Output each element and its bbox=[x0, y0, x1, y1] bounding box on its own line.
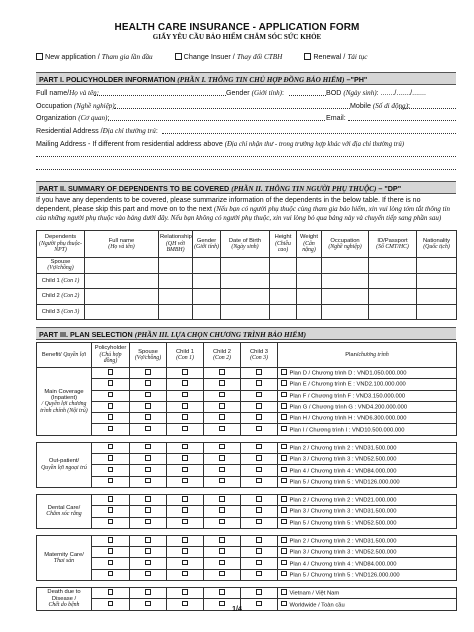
dependent-cell-input[interactable] bbox=[270, 304, 297, 320]
plan-option-checkbox[interactable] bbox=[281, 426, 287, 432]
plan-checkbox[interactable] bbox=[108, 392, 114, 398]
dependent-row bbox=[37, 273, 457, 289]
dependent-cell-input[interactable] bbox=[297, 289, 322, 305]
plan-checkbox[interactable] bbox=[108, 537, 114, 543]
plan-checkbox[interactable] bbox=[182, 496, 188, 502]
plan-checkbox[interactable] bbox=[219, 589, 225, 595]
occupation-row: Occupation (Nghề nghiệp): Mobile (Số di động): bbox=[36, 101, 456, 112]
plan-checkbox[interactable] bbox=[256, 467, 262, 473]
dependents-col-header: Date of Birth (Ngày sinh) bbox=[221, 231, 270, 258]
dependents-col-header: Nationality (Quốc tịch) bbox=[417, 231, 457, 258]
dependent-cell-input[interactable] bbox=[85, 273, 159, 289]
dependents-col-header: Dependents (Người phụ thuộc-NPT) bbox=[37, 231, 85, 258]
plan-checkbox[interactable] bbox=[108, 589, 114, 595]
plan-checkbox[interactable] bbox=[108, 496, 114, 502]
plan-option-checkbox[interactable] bbox=[281, 414, 287, 420]
dependent-cell-input[interactable] bbox=[369, 273, 417, 289]
plan-option: Plan 5 / Chương trình 5 : VND52.500.000 bbox=[278, 517, 457, 528]
plan-checkbox[interactable] bbox=[145, 467, 151, 473]
full-name-field[interactable] bbox=[94, 88, 226, 96]
mobile-field[interactable] bbox=[399, 101, 456, 109]
dependent-cell-input[interactable] bbox=[322, 304, 369, 320]
plan-row bbox=[37, 390, 457, 401]
plan-option-checkbox[interactable] bbox=[281, 478, 287, 484]
dependent-cell-input[interactable] bbox=[270, 258, 297, 274]
dependent-cell-input[interactable] bbox=[297, 273, 322, 289]
plan-option-checkbox[interactable] bbox=[281, 589, 287, 595]
plan-option: Plan 4 / Chương trình 4 : VND84.000.000 bbox=[278, 465, 457, 476]
plan-checkbox[interactable] bbox=[108, 519, 114, 525]
dependent-cell-input[interactable] bbox=[221, 258, 270, 274]
plan-checkbox[interactable] bbox=[108, 414, 114, 420]
dependents-col-header: Relationship (QH với BMBH) bbox=[159, 231, 193, 258]
plan-selection-table bbox=[36, 342, 457, 611]
plan-checkbox[interactable] bbox=[182, 369, 188, 375]
plan-option: Plan H / Chương trình H : VND6.300.000.000 bbox=[278, 413, 457, 424]
dependent-cell-input[interactable] bbox=[85, 304, 159, 320]
plan-option-checkbox[interactable] bbox=[281, 560, 287, 566]
benefit-group-label: Maternity Care/ Thai sản bbox=[37, 535, 92, 580]
plan-checkbox[interactable] bbox=[182, 478, 188, 484]
plan-option-checkbox[interactable] bbox=[281, 369, 287, 375]
plan-option-checkbox[interactable] bbox=[281, 507, 287, 513]
plan-checkbox[interactable] bbox=[182, 414, 188, 420]
plan-option: Plan F / Chương trình F : VND3.150.000.000 bbox=[278, 390, 457, 401]
plan-checkbox[interactable] bbox=[256, 444, 262, 450]
plan-col-header: Child 3 (Con 3) bbox=[241, 343, 278, 368]
dependent-cell-input[interactable] bbox=[159, 258, 193, 274]
plan-checkbox[interactable] bbox=[256, 455, 262, 461]
dependent-cell-input[interactable] bbox=[270, 273, 297, 289]
plan-checkbox[interactable] bbox=[256, 548, 262, 554]
dependent-cell-input[interactable] bbox=[159, 273, 193, 289]
plan-option: Plan 5 / Chương trình 5 : VND126.000.000 bbox=[278, 569, 457, 580]
plan-col-header: Spouse (Vợ/chồng) bbox=[130, 343, 167, 368]
dependent-row bbox=[37, 258, 457, 274]
plan-row bbox=[37, 401, 457, 412]
plan-row bbox=[37, 465, 457, 476]
plan-checkbox[interactable] bbox=[145, 444, 151, 450]
dependent-cell-input[interactable] bbox=[270, 289, 297, 305]
plan-option: Worldwide / Toàn cầu bbox=[278, 599, 457, 610]
plan-option-checkbox[interactable] bbox=[281, 380, 287, 386]
plan-col-header: Policyholder (Chủ hợp đồng) bbox=[92, 343, 130, 368]
dependent-cell-input[interactable] bbox=[369, 289, 417, 305]
plan-option-checkbox[interactable] bbox=[281, 548, 287, 554]
plan-row bbox=[37, 588, 457, 599]
dependent-cell-input[interactable] bbox=[417, 273, 457, 289]
dependent-cell-input[interactable] bbox=[193, 304, 221, 320]
dependents-col-header: Height (Chiều cao) bbox=[270, 231, 297, 258]
plan-checkbox[interactable] bbox=[145, 537, 151, 543]
plan-checkbox[interactable] bbox=[108, 571, 114, 577]
plan-option: Plan 2 / Chương trình 2 : VND21.000.000 bbox=[278, 494, 457, 505]
dependent-cell-input[interactable] bbox=[322, 258, 369, 274]
plan-checkbox[interactable] bbox=[219, 571, 225, 577]
plan-option-checkbox[interactable] bbox=[281, 571, 287, 577]
plan-row bbox=[37, 517, 457, 528]
dependent-cell-input[interactable] bbox=[159, 289, 193, 305]
plan-checkbox[interactable] bbox=[145, 392, 151, 398]
new-application-option[interactable]: New application / Tham gia lần đầu bbox=[36, 52, 153, 61]
plan-row bbox=[37, 569, 457, 580]
dependents-col-header: Full name (Họ và tên) bbox=[85, 231, 159, 258]
plan-checkbox[interactable] bbox=[182, 571, 188, 577]
mailing-address-field-2[interactable] bbox=[36, 162, 456, 170]
plan-checkbox[interactable] bbox=[219, 455, 225, 461]
plan-row bbox=[37, 368, 457, 379]
mailing-address-field-1[interactable] bbox=[36, 149, 456, 157]
plan-checkbox[interactable] bbox=[219, 507, 225, 513]
dependent-cell-input[interactable] bbox=[369, 258, 417, 274]
plan-checkbox[interactable] bbox=[182, 519, 188, 525]
plan-option: Plan 5 / Chương trình 5 : VND126.000.000 bbox=[278, 476, 457, 487]
plan-option-checkbox[interactable] bbox=[281, 392, 287, 398]
plan-checkbox[interactable] bbox=[256, 380, 262, 386]
plan-checkbox[interactable] bbox=[219, 380, 225, 386]
dependents-table bbox=[36, 230, 457, 320]
benefit-group-label: Death due to Disease / Chết do bệnh bbox=[37, 588, 92, 611]
plan-option-checkbox[interactable] bbox=[281, 467, 287, 473]
plan-checkbox[interactable] bbox=[256, 537, 262, 543]
plan-checkbox[interactable] bbox=[219, 426, 225, 432]
plan-option: Plan 2 / Chương trình 2 : VND31.500.000 bbox=[278, 535, 457, 546]
plan-option-checkbox[interactable] bbox=[281, 403, 287, 409]
dependent-cell-input[interactable] bbox=[322, 273, 369, 289]
plan-option: Plan 3 / Chương trình 3 : VND31.500.000 bbox=[278, 506, 457, 517]
dependent-cell-input[interactable] bbox=[297, 304, 322, 320]
plan-checkbox[interactable] bbox=[256, 589, 262, 595]
plan-option-checkbox[interactable] bbox=[281, 455, 287, 461]
benefit-group-label: Dental Care/ Chăm sóc răng bbox=[37, 494, 92, 528]
part2-instructions: If you have any dependents to be covered, please summarize information of the dependents in the below table. If there is no dependent, please skip this part and move on to the next (Nếu bạn có người phụ thuộc cùng tham gia bảo hiểm, xin vui lòng tóm tắt thông tin của những người phụ thuộc vào bảng dưới đây. Nếu bạn không có người phụ thuộc, xin vui lòng bỏ qua bảng này và chuyển tiếp sang phần sau) bbox=[36, 197, 451, 222]
plan-checkbox[interactable] bbox=[108, 455, 114, 461]
plan-checkbox[interactable] bbox=[182, 589, 188, 595]
full-name-row: Full name/Họ và tên: Gender (Giới tính): BOD (Ngày sinh): ......./......./....... bbox=[36, 89, 426, 97]
plan-row bbox=[37, 413, 457, 424]
residential-address-field[interactable] bbox=[162, 126, 456, 134]
plan-row bbox=[37, 476, 457, 487]
plan-col-header: Child 2 (Con 2) bbox=[204, 343, 241, 368]
plan-checkbox[interactable] bbox=[219, 444, 225, 450]
plan-checkbox[interactable] bbox=[256, 519, 262, 525]
group-spacer bbox=[37, 487, 457, 494]
plan-option-checkbox[interactable] bbox=[281, 519, 287, 525]
plan-checkbox[interactable] bbox=[108, 478, 114, 484]
new-application-checkbox[interactable] bbox=[36, 53, 43, 60]
plan-checkbox[interactable] bbox=[219, 467, 225, 473]
dependent-cell-input[interactable] bbox=[85, 258, 159, 274]
plan-checkbox[interactable] bbox=[219, 403, 225, 409]
plan-checkbox[interactable] bbox=[182, 548, 188, 554]
plan-checkbox[interactable] bbox=[108, 560, 114, 566]
plan-checkbox[interactable] bbox=[182, 455, 188, 461]
plan-checkbox[interactable] bbox=[219, 519, 225, 525]
benefit-group-label: Main Coverage (Inpatient) / Quyền lợi chương trình chính (Nội trú) bbox=[37, 368, 92, 436]
dependent-row bbox=[37, 289, 457, 305]
plan-row bbox=[37, 535, 457, 546]
plan-checkbox[interactable] bbox=[256, 478, 262, 484]
plan-checkbox[interactable] bbox=[219, 560, 225, 566]
organization-field[interactable] bbox=[108, 113, 325, 121]
plan-option: Vietnam / Việt Nam bbox=[278, 588, 457, 599]
plan-option: Plan 3 / Chương trình 3 : VND52.500.000 bbox=[278, 547, 457, 558]
plan-checkbox[interactable] bbox=[182, 507, 188, 513]
plan-row bbox=[37, 494, 457, 505]
plan-checkbox[interactable] bbox=[219, 548, 225, 554]
plan-option: Plan 2 / Chương trình 2 : VND31.500.000 bbox=[278, 442, 457, 453]
plan-checkbox[interactable] bbox=[145, 548, 151, 554]
plan-option: Plan I / Chương trình I : VND10.500.000.000 bbox=[278, 424, 457, 435]
part1-header: PART I. POLICYHOLDER INFORMATION (PHẦN I. THÔNG TIN CHỦ HỢP ĐỒNG BẢO HIỂM) –"PH" bbox=[36, 72, 456, 85]
change-insurer-option[interactable]: Change Insuer / Thay đổi CTBH bbox=[175, 52, 283, 61]
plan-option: Plan E / Chương trình E : VND2.100.000.000 bbox=[278, 379, 457, 390]
plan-checkbox[interactable] bbox=[145, 369, 151, 375]
dependent-cell-input[interactable] bbox=[159, 304, 193, 320]
dependent-label: Child 1 (Con 1) bbox=[37, 273, 85, 289]
plan-col-header: Plan/chương trình bbox=[278, 343, 457, 368]
dependent-cell-input[interactable] bbox=[193, 273, 221, 289]
gender-field[interactable] bbox=[289, 88, 326, 96]
dependent-cell-input[interactable] bbox=[417, 289, 457, 305]
dependent-cell-input[interactable] bbox=[322, 289, 369, 305]
plan-row bbox=[37, 442, 457, 453]
dependent-label: Spouse (Vợ/chồng) bbox=[37, 258, 85, 274]
dependent-cell-input[interactable] bbox=[221, 273, 270, 289]
plan-checkbox[interactable] bbox=[219, 478, 225, 484]
plan-checkbox[interactable] bbox=[145, 571, 151, 577]
plan-checkbox[interactable] bbox=[219, 537, 225, 543]
occupation-field[interactable] bbox=[114, 101, 350, 109]
dependent-cell-input[interactable] bbox=[193, 258, 221, 274]
dependent-cell-input[interactable] bbox=[417, 304, 457, 320]
plan-checkbox[interactable] bbox=[256, 507, 262, 513]
bod-field[interactable]: : ......./......./....... bbox=[376, 89, 426, 97]
plan-checkbox[interactable] bbox=[145, 414, 151, 420]
dependent-label: Child 2 (Con 2) bbox=[37, 289, 85, 305]
plan-checkbox[interactable] bbox=[182, 560, 188, 566]
email-field[interactable] bbox=[348, 113, 456, 121]
plan-checkbox[interactable] bbox=[145, 496, 151, 502]
renewal-option[interactable]: Renewal / Tái tục bbox=[304, 52, 367, 61]
plan-row bbox=[37, 379, 457, 390]
plan-row bbox=[37, 547, 457, 558]
plan-checkbox[interactable] bbox=[145, 507, 151, 513]
plan-checkbox[interactable] bbox=[182, 537, 188, 543]
plan-option-checkbox[interactable] bbox=[281, 537, 287, 543]
plan-checkbox[interactable] bbox=[145, 455, 151, 461]
plan-option-checkbox[interactable] bbox=[281, 496, 287, 502]
plan-checkbox[interactable] bbox=[108, 467, 114, 473]
change-insurer-checkbox[interactable] bbox=[175, 53, 182, 60]
plan-checkbox[interactable] bbox=[256, 496, 262, 502]
plan-checkbox[interactable] bbox=[219, 496, 225, 502]
mailing-row: Mailing Address - If different from residential address above (Địa chỉ nhận thư - trong trường hợp khác với địa chỉ thường trú) bbox=[36, 140, 404, 148]
plan-checkbox[interactable] bbox=[182, 403, 188, 409]
dependent-row bbox=[37, 304, 457, 320]
plan-checkbox[interactable] bbox=[256, 426, 262, 432]
plan-checkbox[interactable] bbox=[256, 571, 262, 577]
plan-option: Plan 4 / Chương trình 4 : VND84.000.000 bbox=[278, 558, 457, 569]
part3-header: PART III. PLAN SELECTION (PHẦN III. LỰA CHỌN CHƯƠNG TRÌNH BẢO HIỂM) bbox=[36, 327, 456, 340]
plan-checkbox[interactable] bbox=[108, 507, 114, 513]
plan-checkbox[interactable] bbox=[219, 414, 225, 420]
plan-checkbox[interactable] bbox=[256, 403, 262, 409]
form-title: HEALTH CARE INSURANCE - APPLICATION FORM bbox=[114, 22, 360, 33]
dependents-col-header: Weight (Cân nặng) bbox=[297, 231, 322, 258]
dependents-col-header: Occupation (Nghề nghiệp) bbox=[322, 231, 369, 258]
page-number: 1/4 bbox=[232, 606, 242, 613]
plan-checkbox[interactable] bbox=[108, 380, 114, 386]
group-spacer bbox=[37, 435, 457, 442]
plan-col-header: Benefit/ Quyền lợi bbox=[37, 343, 92, 368]
dependent-cell-input[interactable] bbox=[85, 289, 159, 305]
plan-row bbox=[37, 454, 457, 465]
plan-checkbox[interactable] bbox=[182, 467, 188, 473]
plan-checkbox[interactable] bbox=[108, 426, 114, 432]
plan-checkbox[interactable] bbox=[145, 478, 151, 484]
plan-checkbox[interactable] bbox=[145, 589, 151, 595]
plan-checkbox[interactable] bbox=[182, 444, 188, 450]
dependent-cell-input[interactable] bbox=[221, 289, 270, 305]
organization-row: Organization (Cơ quan): Email: bbox=[36, 113, 456, 124]
plan-row bbox=[37, 506, 457, 517]
group-spacer bbox=[37, 528, 457, 535]
plan-option: Plan G / Chương trình G : VND4.200.000.000 bbox=[278, 401, 457, 412]
plan-row bbox=[37, 558, 457, 569]
dependent-label: Child 3 (Con 3) bbox=[37, 304, 85, 320]
renewal-checkbox[interactable] bbox=[304, 53, 311, 60]
plan-checkbox[interactable] bbox=[108, 369, 114, 375]
plan-checkbox[interactable] bbox=[256, 369, 262, 375]
plan-option: Plan D / Chương trình D : VND1.050.000.000 bbox=[278, 368, 457, 379]
dependent-cell-input[interactable] bbox=[297, 258, 322, 274]
dependent-cell-input[interactable] bbox=[221, 304, 270, 320]
residential-row: Residential Address /Địa chỉ thường trú: bbox=[36, 126, 456, 137]
dependent-cell-input[interactable] bbox=[193, 289, 221, 305]
plan-checkbox[interactable] bbox=[182, 392, 188, 398]
plan-checkbox[interactable] bbox=[145, 403, 151, 409]
plan-option: Plan 3 / Chương trình 3 : VND52.500.000 bbox=[278, 454, 457, 465]
plan-col-header: Child 1 (Con 1) bbox=[167, 343, 204, 368]
benefit-group-label: Out-patient/ Quyền lợi ngoại trú bbox=[37, 442, 92, 487]
plan-checkbox[interactable] bbox=[182, 426, 188, 432]
plan-checkbox[interactable] bbox=[145, 560, 151, 566]
plan-checkbox[interactable] bbox=[219, 392, 225, 398]
application-type-options bbox=[36, 52, 456, 61]
plan-checkbox[interactable] bbox=[145, 519, 151, 525]
plan-checkbox[interactable] bbox=[256, 560, 262, 566]
plan-checkbox[interactable] bbox=[219, 369, 225, 375]
plan-row bbox=[37, 424, 457, 435]
dependents-col-header: ID/Passport (Số CMT/HC) bbox=[369, 231, 417, 258]
plan-checkbox[interactable] bbox=[256, 392, 262, 398]
plan-option-checkbox[interactable] bbox=[281, 444, 287, 450]
plan-checkbox[interactable] bbox=[182, 380, 188, 386]
plan-checkbox[interactable] bbox=[108, 548, 114, 554]
part2-header: PART II. SUMMARY OF DEPENDENTS TO BE COVERED (PHẦN II. THÔNG TIN NGƯỜI PHỤ THUỘC) – "DP" bbox=[36, 181, 456, 194]
group-spacer bbox=[37, 581, 457, 588]
plan-checkbox[interactable] bbox=[108, 403, 114, 409]
dependent-cell-input[interactable] bbox=[369, 304, 417, 320]
plan-checkbox[interactable] bbox=[108, 444, 114, 450]
dependents-col-header: Gender (Giới tính) bbox=[193, 231, 221, 258]
dependent-cell-input[interactable] bbox=[417, 258, 457, 274]
plan-checkbox[interactable] bbox=[256, 414, 262, 420]
plan-checkbox[interactable] bbox=[145, 380, 151, 386]
form-subtitle: GIẤY YÊU CẦU BẢO HIỂM CHĂM SÓC SỨC KHỎE bbox=[152, 33, 322, 41]
plan-checkbox[interactable] bbox=[145, 426, 151, 432]
